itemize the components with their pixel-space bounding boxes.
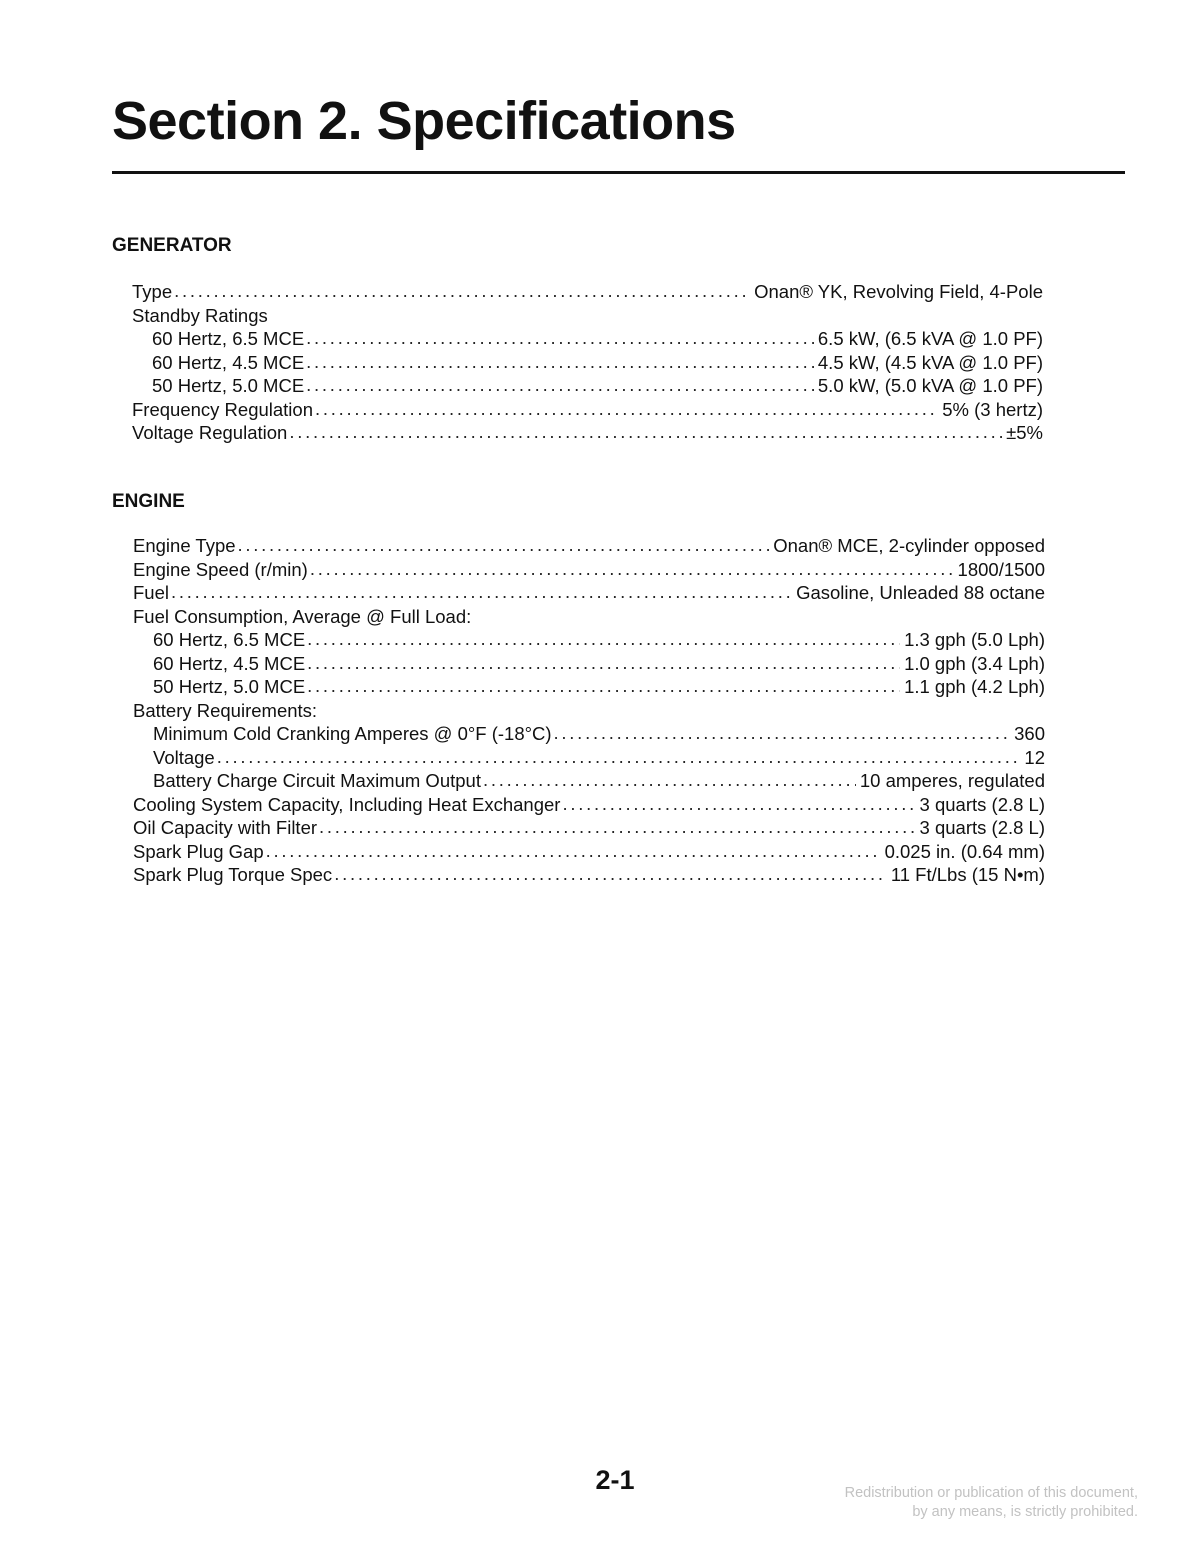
spec-row [133,581,1045,605]
spec-row [133,793,1045,817]
spec-value: 3 quarts (2.8 L) [919,817,1045,838]
dot-leader [319,815,916,839]
spec-value: Onan® YK, Revolving Field, 4-Pole [754,281,1043,302]
dot-leader [289,420,1002,444]
dot-leader [307,651,900,675]
generator-spec-list [132,280,1043,445]
spec-value: 1.1 gph (4.2 Lph) [904,676,1045,697]
spec-label: 60 Hertz, 6.5 MCE [152,328,305,349]
spec-value: 1.3 gph (5.0 Lph) [904,629,1045,650]
spec-value: 11 Ft/Lbs (15 N•m) [890,864,1045,885]
dot-leader [307,627,900,651]
spec-label: Oil Capacity with Filter [133,817,318,838]
spec-value: 4.5 kW, (4.5 kVA @ 1.0 PF) [817,351,1043,373]
title-rule [112,171,1125,174]
spec-label: Voltage [153,746,215,768]
dot-leader [306,326,814,350]
engine-spec-list [133,534,1045,887]
dot-leader [217,745,1021,769]
spec-row [133,816,1045,840]
spec-value: 12 [1024,746,1045,768]
generator-heading: GENERATOR [112,235,232,256]
dot-leader [554,721,1011,745]
spec-row [133,769,1045,793]
spec-row [133,652,1045,676]
page-number: 2-1 [595,1465,635,1495]
dot-leader [306,350,814,374]
spec-label: Battery Requirements: [133,699,318,721]
spec-row [133,628,1045,652]
spec-value: 1800/1500 [957,558,1045,580]
spec-value: 6.5 kW, (6.5 kVA @ 1.0 PF) [817,328,1043,349]
spec-value: 360 [1014,723,1045,744]
spec-row [133,605,1045,629]
spec-label: 60 Hertz, 4.5 MCE [152,351,305,373]
dot-leader [306,373,814,397]
spec-value: Gasoline, Unleaded 88 octane [796,582,1045,603]
spec-label: Frequency Regulation [132,398,313,420]
spec-label: Engine Speed (r/min) [133,558,308,580]
dot-leader [174,279,750,303]
spec-label: Cooling System Capacity, Including Heat Exchanger [133,793,561,815]
spec-row [132,421,1043,445]
spec-row [132,398,1043,422]
spec-value: 3 quarts (2.8 L) [919,793,1045,815]
spec-row [133,675,1045,699]
spec-value: 1.0 gph (3.4 Lph) [904,652,1045,674]
spec-label: Standby Ratings [132,304,268,326]
dot-leader [315,397,938,421]
spec-label: Voltage Regulation [132,422,288,443]
dot-leader [307,674,900,698]
spec-label: Type [132,281,173,302]
spec-row [133,699,1045,723]
spec-row [132,374,1043,398]
spec-label: 60 Hertz, 6.5 MCE [153,629,306,650]
spec-label: Engine Type [133,535,236,556]
spec-row [133,746,1045,770]
spec-label: Fuel Consumption, Average @ Full Load: [133,605,472,627]
spec-value: 0.025 in. (0.64 mm) [884,840,1045,862]
dot-leader [334,862,887,886]
dot-leader [483,768,856,792]
spec-value: 5% (3 hertz) [942,398,1043,420]
spec-label: 50 Hertz, 5.0 MCE [153,676,306,697]
spec-row [132,327,1043,351]
spec-value: 10 amperes, regulated [859,770,1045,791]
spec-row [132,351,1043,375]
spec-value: ±5% [1006,422,1043,443]
spec-label: Minimum Cold Cranking Amperes @ 0°F (-18°C) [153,723,552,744]
spec-label: Spark Plug Torque Spec [133,864,333,885]
spec-row [133,863,1045,887]
spec-value: 5.0 kW, (5.0 kVA @ 1.0 PF) [817,375,1043,396]
spec-row [133,722,1045,746]
spec-row [132,304,1043,328]
dot-leader [562,792,915,816]
dot-leader [310,557,954,581]
spec-row [133,558,1045,582]
dot-leader [171,580,792,604]
notice-line-2: by any means, is strictly prohibited. [912,1504,1138,1520]
spec-row [133,534,1045,558]
page-title: Section 2. Specifications [112,91,736,151]
spec-label: Spark Plug Gap [133,840,264,862]
spec-row [132,280,1043,304]
spec-label: Battery Charge Circuit Maximum Output [153,770,481,791]
spec-label: 60 Hertz, 4.5 MCE [153,652,306,674]
spec-row [133,840,1045,864]
redistribution-notice [845,1484,1138,1522]
spec-value: Onan® MCE, 2-cylinder opposed [773,535,1045,556]
notice-line-1: Redistribution or publication of this document, [844,1485,1138,1501]
spec-label: Fuel [133,582,169,603]
dot-leader [238,533,770,557]
dot-leader [266,839,881,863]
engine-heading: ENGINE [112,491,185,512]
spec-label: 50 Hertz, 5.0 MCE [152,375,305,396]
